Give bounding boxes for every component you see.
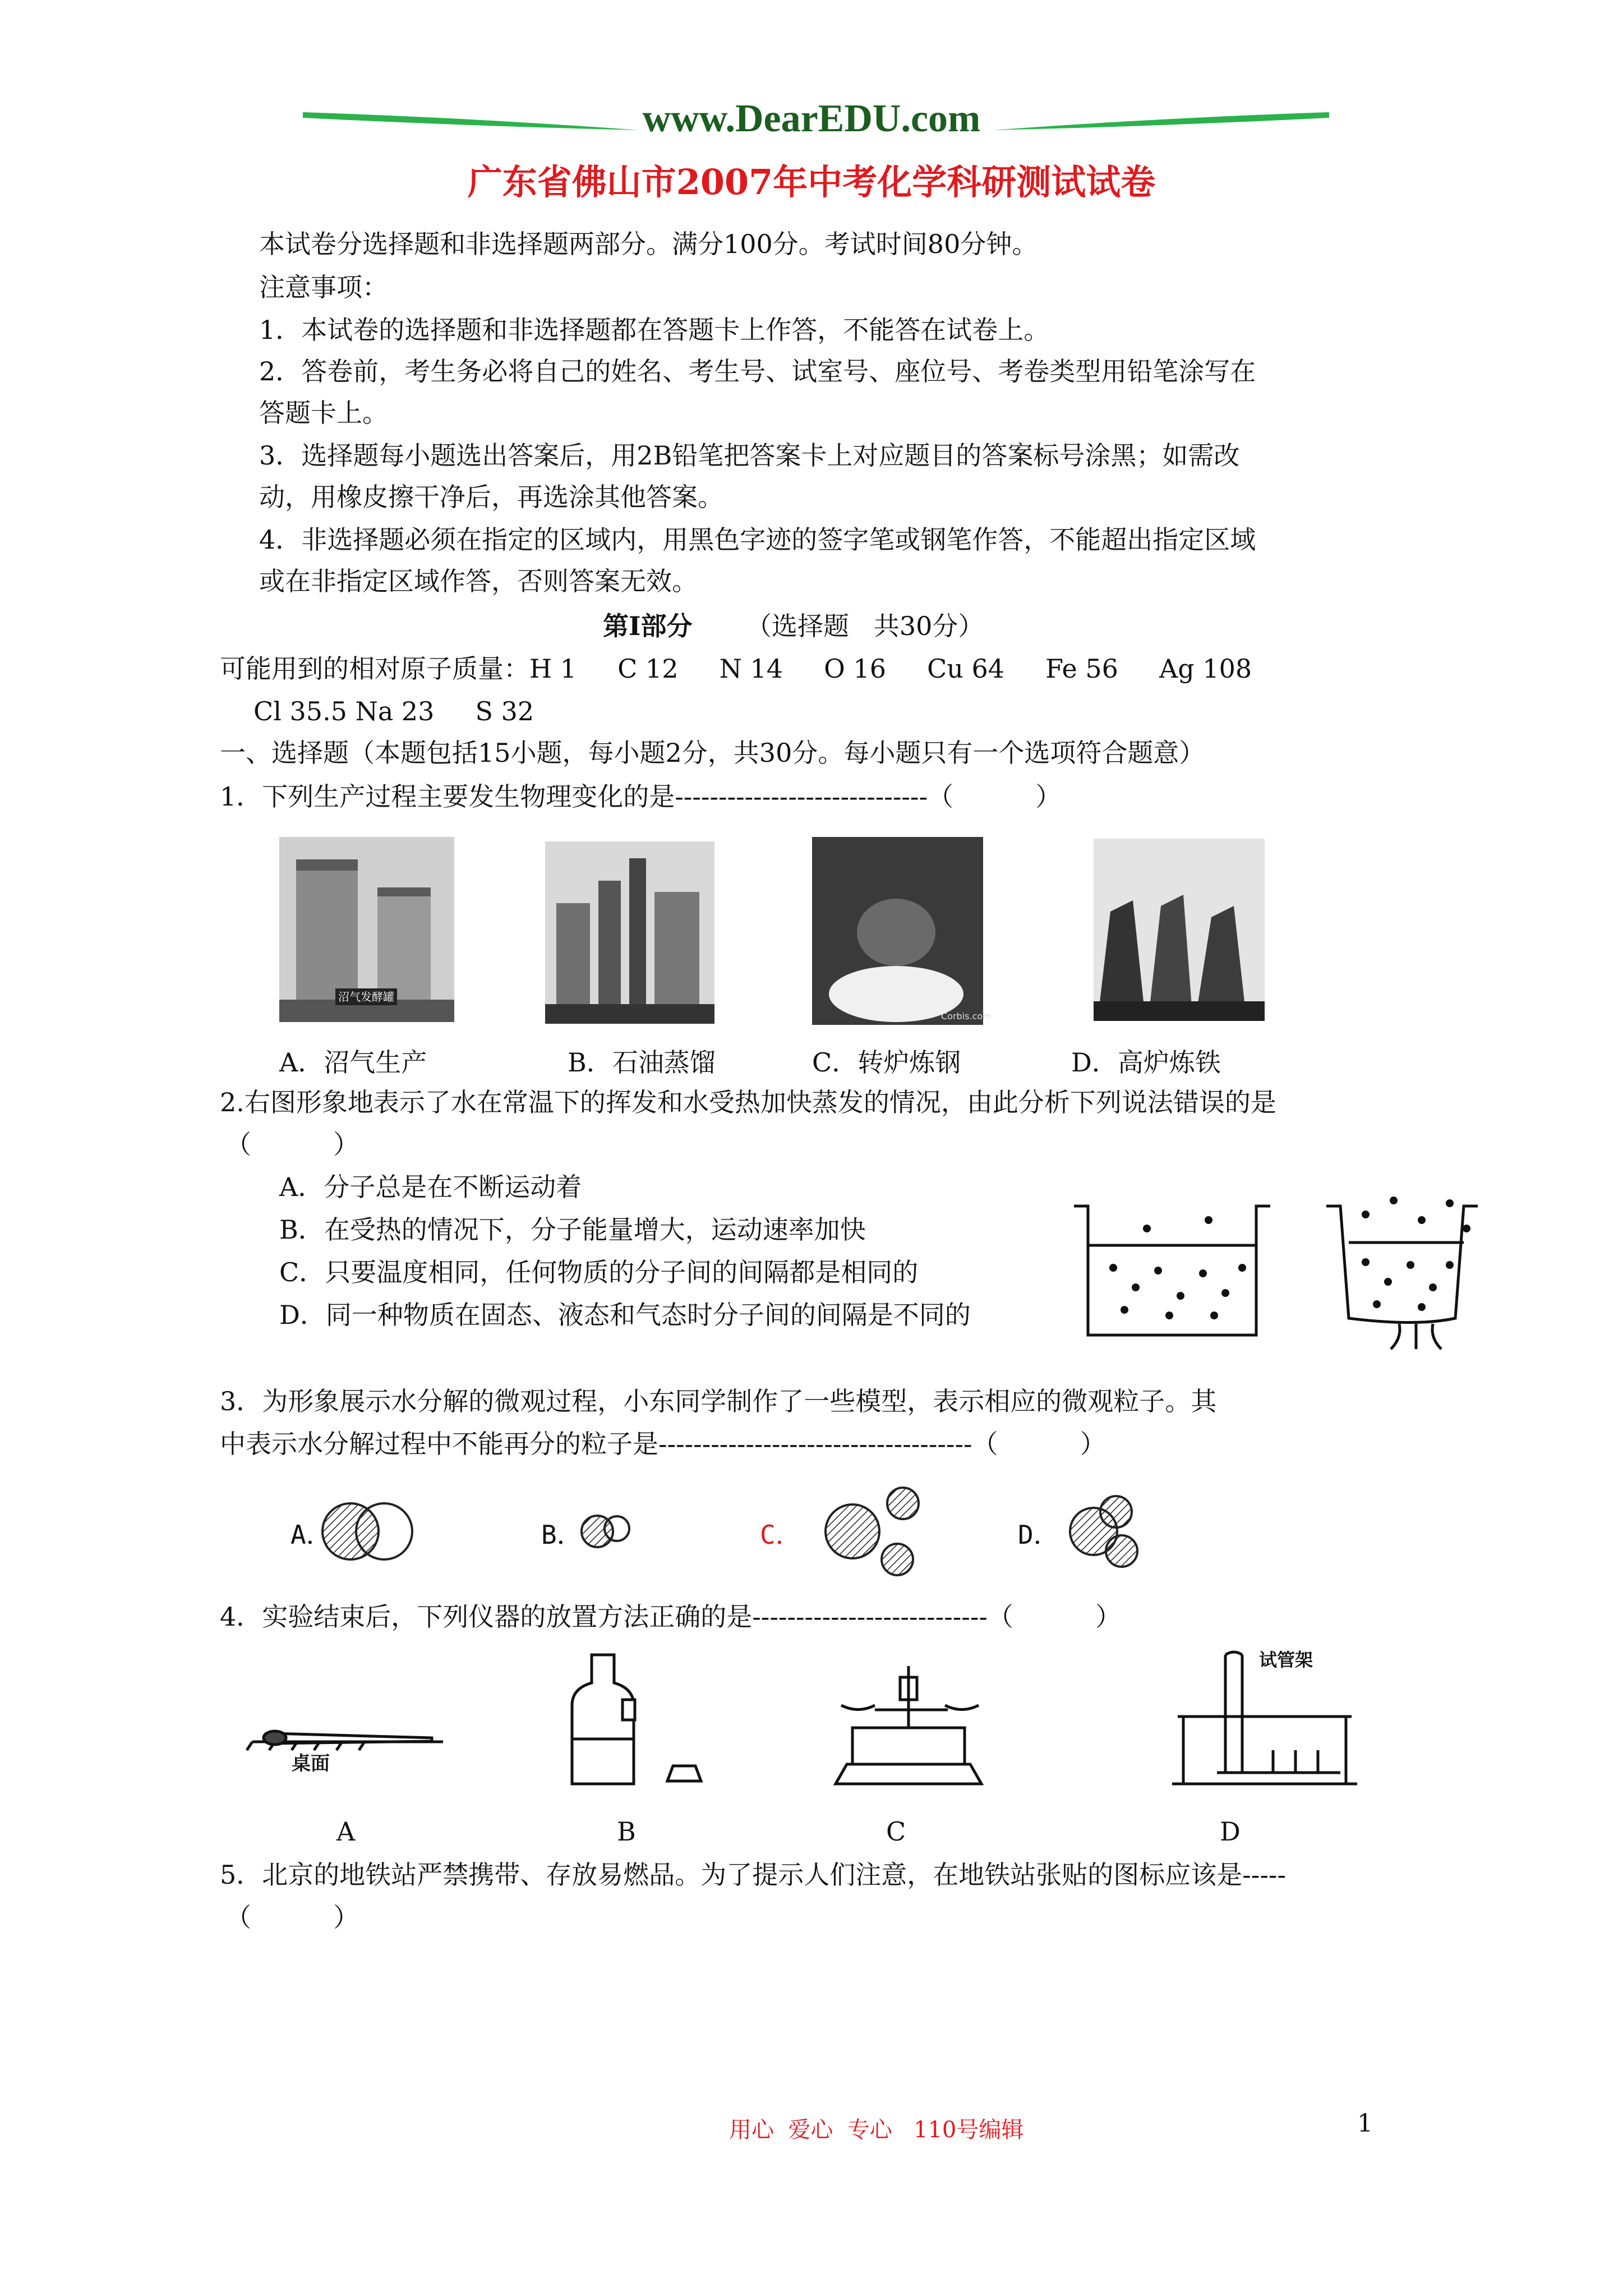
note-4a: 4．非选择题必须在指定的区域内，用黑色字迹的签字笔或钢笔作答，不能超出指定区域 xyxy=(259,524,1256,555)
q4-letter-c[interactable]: C xyxy=(886,1816,906,1847)
rack-label: 试管架 xyxy=(1259,1649,1313,1671)
water-evaporation-diagram xyxy=(1063,1189,1528,1352)
photo-label-a: 沼气发酵罐 xyxy=(338,990,394,1004)
q1-option-a[interactable]: A．沼气生产 xyxy=(279,1047,427,1078)
note-2b: 答题卡上。 xyxy=(259,398,388,428)
q3-stem-b: 中表示水分解过程中不能再分的粒子是------------------------------------（ ） xyxy=(220,1429,1106,1459)
photo-converter-steel xyxy=(812,837,992,1025)
q1-option-b[interactable]: B．石油蒸馏 xyxy=(568,1047,716,1078)
note-1: 1．本试卷的选择题和非选择题都在答题卡上作答，不能答在试卷上。 xyxy=(259,315,1050,345)
q4-letter-a[interactable]: A xyxy=(336,1816,356,1847)
q4-letter-d[interactable]: D xyxy=(1220,1816,1241,1847)
q5-stem: 5．北京的地铁站严禁携带、存放易燃品。为了提示人们注意，在地铁站张贴的图标应该是----- xyxy=(220,1860,1286,1890)
footer-text: 用心 爱心 专心 110号编辑 xyxy=(729,2117,1024,2143)
q1-option-d[interactable]: D．高炉炼铁 xyxy=(1071,1047,1221,1078)
q4-stem: 4．实验结束后，下列仪器的放置方法正确的是---------------------------（ ） xyxy=(220,1602,1122,1632)
q1-option-c[interactable]: C．转炉炼钢 xyxy=(812,1047,961,1078)
q3-label-d[interactable]: D． xyxy=(1018,1520,1059,1550)
notes-heading: 注意事项： xyxy=(259,272,388,302)
page-title: 广东省佛山市2007年中考化学科研测试试卷 xyxy=(467,162,1156,203)
q3-label-a[interactable]: A． xyxy=(291,1520,332,1550)
intro-line: 本试卷分选择题和非选择题两部分。满分100分。考试时间80分钟。 xyxy=(259,229,1038,259)
note-3a: 3．选择题每小题选出答案后，用2B铅笔把答案卡上对应题目的答案标号涂黑；如需改 xyxy=(259,440,1240,471)
page-number: 1 xyxy=(1357,2109,1373,2138)
q3-label-b[interactable]: B． xyxy=(541,1520,583,1550)
photo-biogas-tanks xyxy=(279,837,454,1022)
section-title: 一、选择题（本题包括15小题，每小题2分，共30分。每小题只有一个选项符合题意） xyxy=(220,738,1205,768)
part1-heading-note: （选择题 共30分） xyxy=(746,611,984,641)
q3-stem-a: 3．为形象展示水分解的微观过程，小东同学制作了一些模型，表示相应的微观粒子。其 xyxy=(220,1386,1217,1416)
part1-heading: 第Ⅰ部分 xyxy=(603,611,693,641)
q2-stem: 2.右图形象地表示了水在常温下的挥发和水受热加快蒸发的情况，由此分析下列说法错误的是 xyxy=(220,1087,1276,1117)
q2-blank: （ ） xyxy=(225,1129,359,1159)
q5-blank: （ ） xyxy=(225,1902,359,1932)
atomic-masses-b: Cl 35.5 Na 23 S 32 xyxy=(253,696,534,726)
note-3b: 动，用橡皮擦干净后，再选涂其他答案。 xyxy=(259,482,723,512)
q1-stem: 1．下列生产过程主要发生物理变化的是-----------------------------（ ） xyxy=(220,781,1062,812)
q3-label-c[interactable]: C． xyxy=(760,1520,801,1550)
q2-option-c[interactable]: C．只要温度相同，任何物质的分子间的间隔都是相同的 xyxy=(279,1257,919,1287)
q2-option-a[interactable]: A．分子总是在不断运动着 xyxy=(279,1172,582,1202)
q2-option-b[interactable]: B．在受热的情况下，分子能量增大，运动速率加快 xyxy=(279,1214,866,1245)
photo-oil-refinery xyxy=(545,841,714,1024)
photo-blast-furnace xyxy=(1094,839,1265,1021)
atomic-masses-a: 可能用到的相对原子质量：H 1 C 12 N 14 O 16 Cu 64 Fe 56 Ag 108 xyxy=(220,654,1252,684)
q4-letter-b[interactable]: B xyxy=(617,1816,636,1847)
photo-label-c: Corbis.com xyxy=(941,1011,992,1022)
note-2a: 2．答卷前，考生务必将自己的姓名、考生号、试室号、座位号、考卷类型用铅笔涂写在 xyxy=(259,356,1256,386)
desk-label: 桌面 xyxy=(292,1752,330,1775)
site-banner[interactable]: www.DearEDU.com xyxy=(642,97,981,140)
note-4b: 或在非指定区域作答，否则答案无效。 xyxy=(259,566,698,596)
q2-option-d[interactable]: D．同一种物质在固态、液态和气态时分子间的间隔是不同的 xyxy=(279,1300,971,1330)
q4-apparatus xyxy=(230,1644,1374,1812)
